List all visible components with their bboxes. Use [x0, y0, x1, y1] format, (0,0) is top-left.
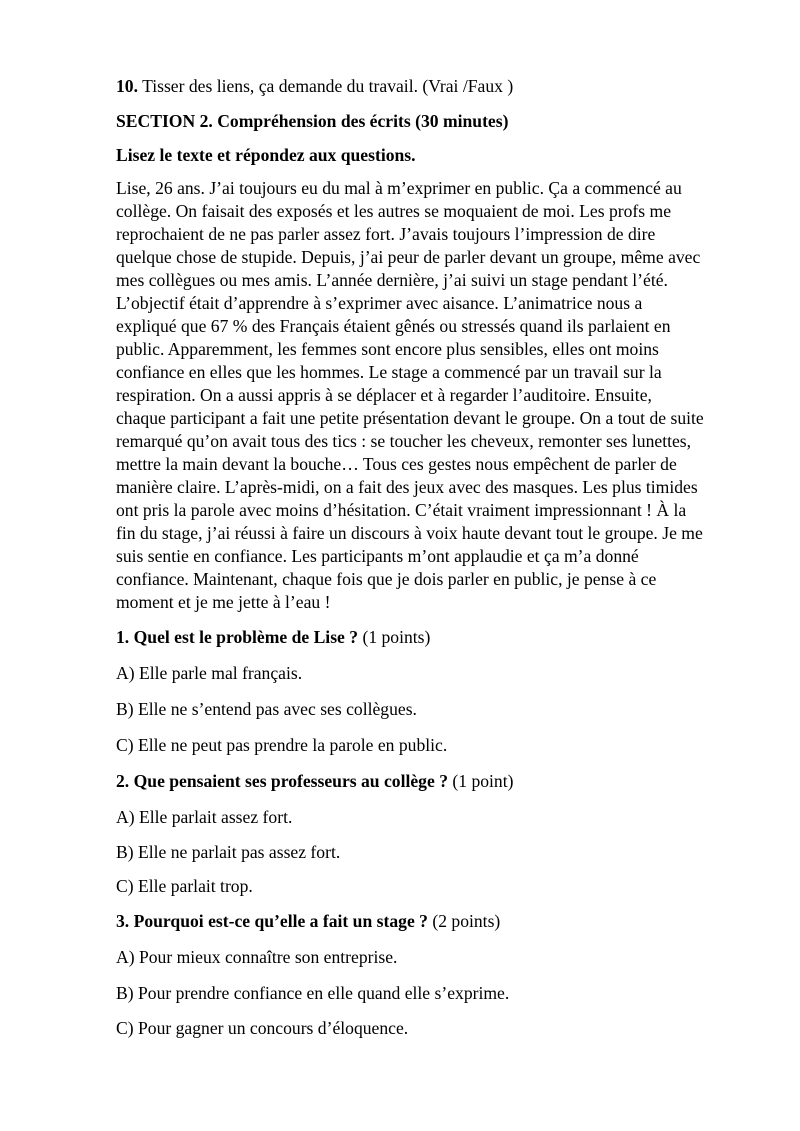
passage-line: manière claire. L’après-midi, on a fait des jeux avec des masques. Les plus timides: [116, 477, 698, 497]
passage-line: Lise, 26 ans. J’ai toujours eu du mal à m’exprimer en public. Ça a commencé au: [116, 178, 682, 198]
question-1-option-b: B) Elle ne s’entend pas avec ses collègues.: [116, 699, 417, 719]
passage-line: public. Apparemment, les femmes sont encore plus sensibles, elles ont moins: [116, 339, 659, 359]
question-3-option-b: B) Pour prendre confiance en elle quand elle s’exprime.: [116, 983, 510, 1003]
question-2-option-c: C) Elle parlait trop.: [116, 876, 253, 896]
question-2-title: 2. Que pensaient ses professeurs au collège ?: [116, 771, 448, 791]
passage-line: L’objectif était d’apprendre à s’exprimer avec aisance. L’animatrice nous a: [116, 293, 643, 313]
passage-line: confiance en elles que les hommes. Le stage a commencé par un travail sur la: [116, 362, 662, 382]
question-2-points: (1 point): [448, 771, 514, 791]
question-1-title: 1. Quel est le problème de Lise ?: [116, 627, 359, 647]
passage-line: chaque participant a fait une petite présentation devant le groupe. On a tout de suite: [116, 408, 704, 428]
question-3-points: (2 points): [427, 911, 501, 931]
question-1-option-c: C) Elle ne peut pas prendre la parole en public.: [116, 735, 448, 755]
passage-line: mettre la main devant la bouche… Tous ces gestes nous empêchent de parler de: [116, 454, 677, 474]
passage-line: expliqué que 67 % des Français étaient gênés ou stressés quand ils parlaient en: [116, 316, 671, 336]
passage-line: ont pris la parole avec moins d’hésitation. C’était vraiment impressionnant ! À la: [116, 500, 687, 520]
question-1-points: (1 points): [358, 627, 431, 647]
passage-line: fin du stage, j’ai réussi à faire un discours à voix haute devant tout le groupe. Je me: [116, 523, 703, 543]
passage-line: respiration. On a aussi appris à se déplacer et à regarder l’auditoire. Ensuite,: [116, 385, 652, 405]
question-10-number: 10.: [116, 76, 138, 96]
passage-line: collège. On faisait des exposés et les autres se moquaient de moi. Les profs me: [116, 201, 672, 221]
question-2-option-b: B) Elle ne parlait pas assez fort.: [116, 842, 341, 862]
passage-line: reprochaient de ne pas parler assez fort. J’avais toujours l’impression de dire: [116, 224, 656, 244]
question-10-text: Tisser des liens, ça demande du travail. (Vrai /Faux ): [138, 76, 514, 96]
passage-line: confiance. Maintenant, chaque fois que je dois parler en public, je pense à ce: [116, 569, 657, 589]
passage-line: mes collègues ou mes amis. L’année dernière, j’ai suivi un stage pendant l’été.: [116, 270, 668, 290]
question-1: [116, 629, 430, 647]
question-1-option-a: A) Elle parle mal français.: [116, 663, 303, 683]
passage-line: remarqué qu’on avait tous des tics : se toucher les cheveux, remonter ses lunettes,: [116, 431, 692, 451]
section-instruction: Lisez le texte et répondez aux questions.: [116, 145, 416, 165]
question-3: [116, 913, 500, 931]
passage-line: suis sentie en confiance. Les participants m’ont applaudie et ça m’a donné: [116, 546, 639, 566]
section-title: SECTION 2. Compréhension des écrits (30 minutes): [116, 111, 509, 131]
question-3-option-c: C) Pour gagner un concours d’éloquence.: [116, 1018, 409, 1038]
question-2-option-a: A) Elle parlait assez fort.: [116, 807, 293, 827]
question-3-title: 3. Pourquoi est-ce qu’elle a fait un stage ?: [116, 911, 428, 931]
question-2: [116, 773, 513, 791]
passage-line: moment et je me jette à l’eau !: [116, 592, 331, 612]
passage-line: quelque chose de stupide. Depuis, j’ai peur de parler devant un groupe, même avec: [116, 247, 701, 267]
question-10: [116, 78, 513, 96]
question-3-option-a: A) Pour mieux connaître son entreprise.: [116, 947, 398, 967]
